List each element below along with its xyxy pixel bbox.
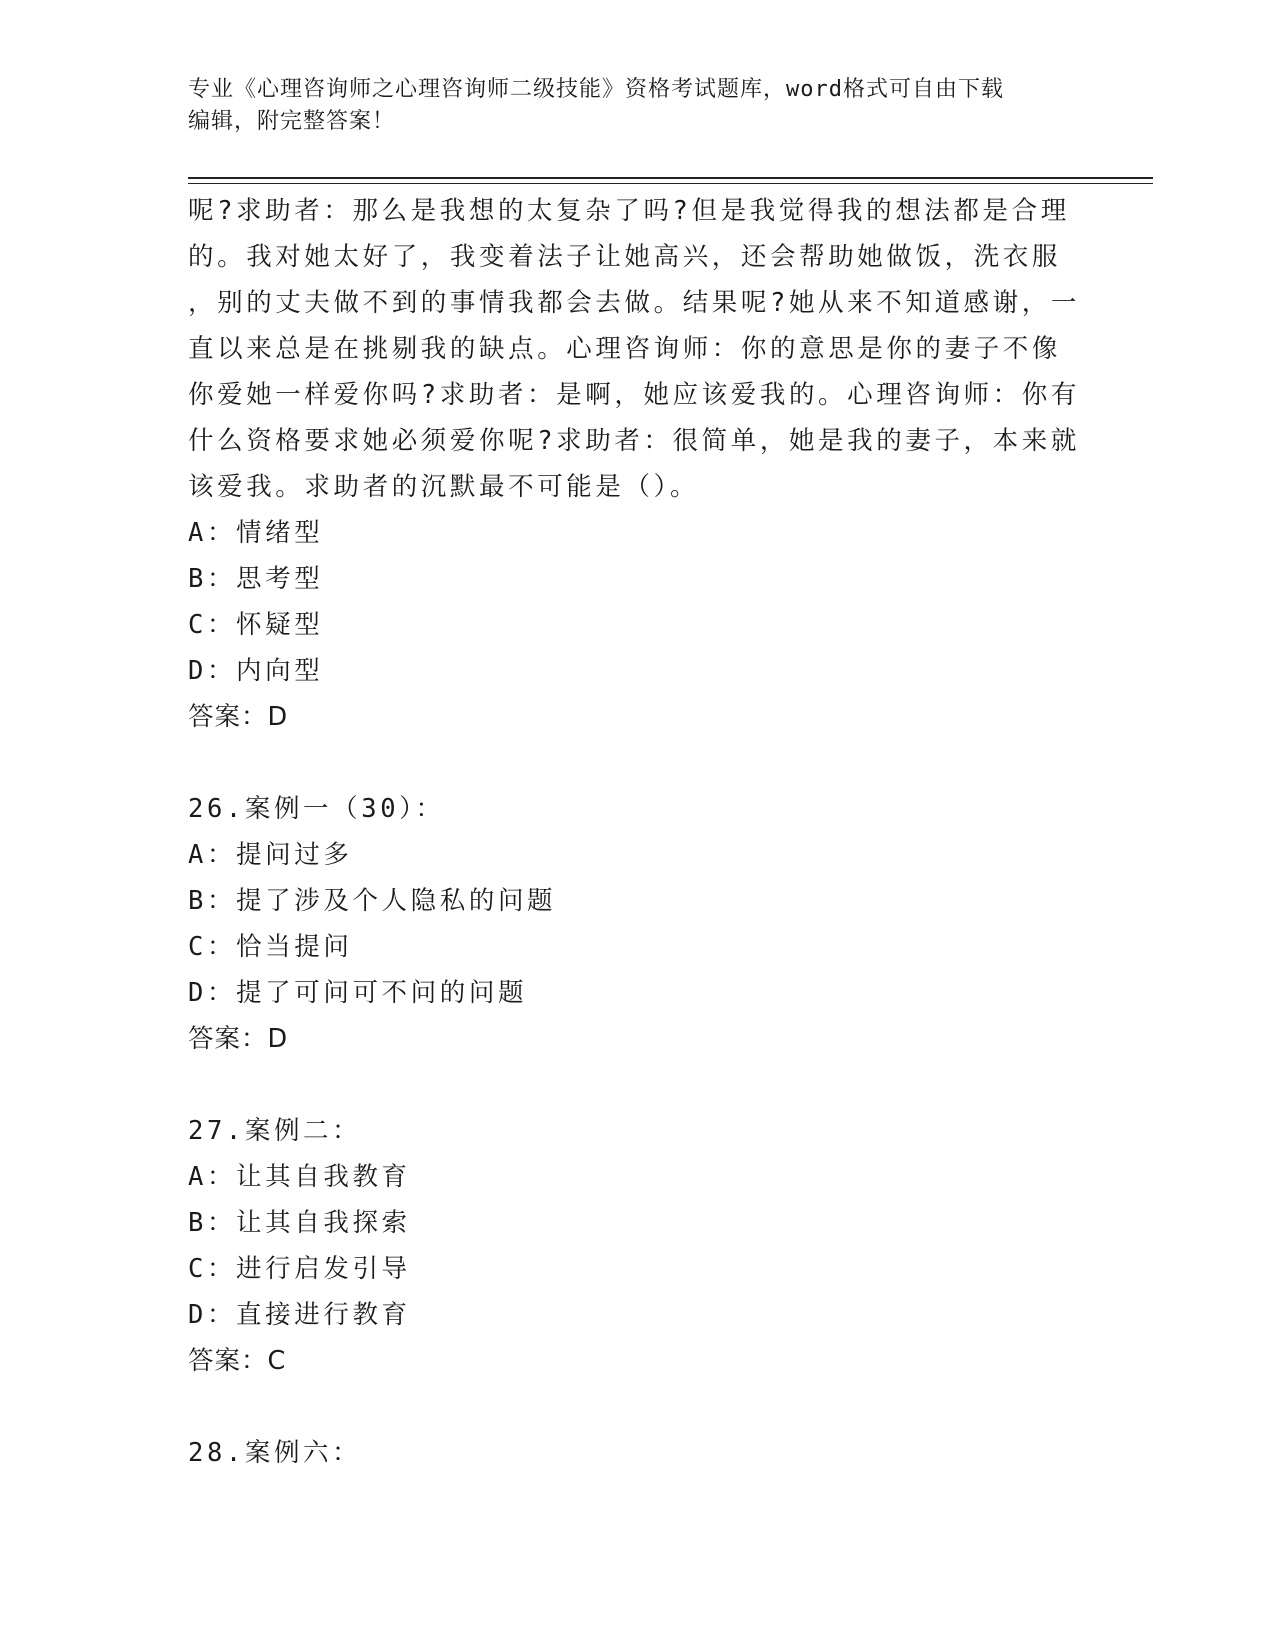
question-25-options — [188, 510, 1088, 740]
question-27 — [188, 1108, 1088, 1384]
question-26 — [188, 786, 1088, 1062]
spacer — [188, 1384, 1088, 1430]
answer-line: 答案：D — [188, 702, 289, 732]
header-divider-thin — [188, 183, 1153, 184]
passage-line: 的。我对她太好了，我变着法子让她高兴，还会帮助她做饭，洗衣服 — [188, 242, 1062, 272]
question-content — [188, 188, 1088, 1476]
option-b: B：提了涉及个人隐私的问题 — [188, 886, 557, 916]
option-d: D：直接进行教育 — [188, 1300, 411, 1330]
passage-line: ，别的丈夫做不到的事情我都会去做。结果呢?她从来不知道感谢，一 — [188, 288, 1080, 318]
option-d: D：提了可问可不问的问题 — [188, 978, 528, 1008]
question-title: 26.案例一（30）： — [188, 794, 445, 824]
option-a: A：让其自我教育 — [188, 1162, 411, 1192]
question-title: 28.案例六： — [188, 1438, 362, 1468]
header-divider-thick — [188, 177, 1153, 179]
option-a: A：情绪型 — [188, 518, 324, 548]
option-c: C：怀疑型 — [188, 610, 324, 640]
passage-line: 该爱我。求助者的沉默最不可能是（）。 — [188, 472, 700, 502]
option-b: B：让其自我探索 — [188, 1208, 411, 1238]
option-a: A：提问过多 — [188, 840, 353, 870]
question-25-passage — [188, 188, 1088, 510]
passage-line: 直以来总是在挑剔我的缺点。心理咨询师：你的意思是你的妻子不像 — [188, 334, 1062, 364]
passage-line: 什么资格要求她必须爱你呢?求助者：很简单，她是我的妻子，本来就 — [188, 426, 1080, 456]
answer-line: 答案：D — [188, 1024, 289, 1054]
spacer — [188, 740, 1088, 786]
page-header — [188, 74, 1068, 138]
option-b: B：思考型 — [188, 564, 324, 594]
option-c: C：进行启发引导 — [188, 1254, 411, 1284]
option-d: D：内向型 — [188, 656, 324, 686]
spacer — [188, 1062, 1088, 1108]
answer-line: 答案：C — [188, 1346, 287, 1376]
passage-line: 你爱她一样爱你吗?求助者：是啊，她应该爱我的。心理咨询师：你有 — [188, 380, 1080, 410]
option-c: C：恰当提问 — [188, 932, 353, 962]
header-line-2: 编辑，附完整答案！ — [188, 109, 396, 134]
question-28 — [188, 1430, 1088, 1476]
passage-line: 呢?求助者：那么是我想的太复杂了吗?但是我觉得我的想法都是合理 — [188, 196, 1070, 226]
header-line-1: 专业《心理咨询师之心理咨询师二级技能》资格考试题库，word格式可自由下载 — [188, 77, 1004, 102]
question-title: 27.案例二： — [188, 1116, 362, 1146]
